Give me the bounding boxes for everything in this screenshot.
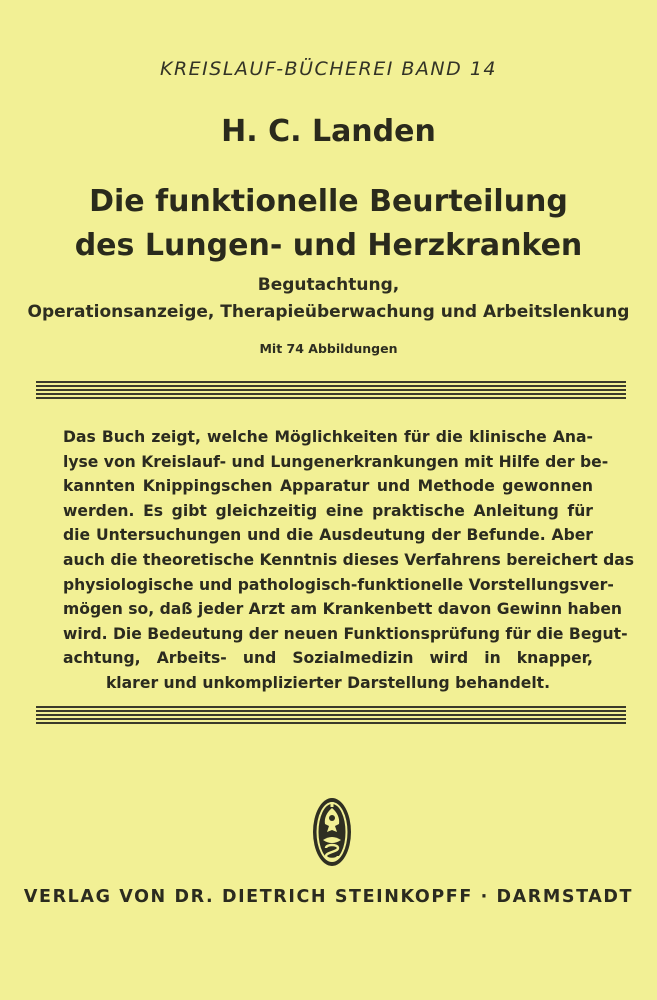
blurb-line: auch die theoretische Kenntnis dieses Verfahrens bereichert das [63, 550, 635, 569]
author-name: H. C. Landen [221, 114, 436, 149]
blurb-line: lyse von Kreislauf- und Lungenerkrankungen mit Hilfe der be- [63, 452, 609, 471]
book-title [0, 180, 657, 268]
publisher-line: VERLAG VON DR. DIETRICH STEINKOPFF · DARMSTADT [23, 887, 634, 907]
blurb-line: werden. Es gibt gleichzeitig eine praktische Anleitung für [63, 501, 593, 520]
figures-note: Mit 74 Abbildungen [259, 341, 398, 356]
book-subtitle-line-1: Begutachtung, [257, 275, 400, 295]
book-subtitle-line-2: Operationsanzeige, Therapieüberwachung und Arbeitslenkung [27, 302, 630, 322]
blurb-line: die Untersuchungen und die Ausdeutung der Befunde. Aber [63, 526, 593, 545]
blurb-text [63, 425, 635, 696]
blurb-line: wird. Die Bedeutung der neuen Funktionsprüfung für die Begut- [63, 624, 628, 643]
blurb-line: klarer und unkomplizierter Darstellung behandelt. [105, 673, 551, 692]
blurb-line: mögen so, daß jeder Arzt am Krankenbett davon Gewinn haben [63, 600, 623, 619]
blurb-line: kannten Knippingschen Apparatur und Methode gewonnen [63, 477, 593, 496]
divider-top [36, 381, 626, 401]
blurb-line: achtung, Arbeits- und Sozialmedizin wird in knapper, [63, 649, 593, 668]
blurb-line: Das Buch zeigt, welche Möglichkeiten für die klinische Ana- [63, 428, 593, 446]
divider-bottom [36, 706, 626, 726]
publisher-emblem-icon [311, 796, 353, 868]
book-title-line-1: Die funktionelle Beurteilung [89, 184, 568, 219]
book-title-line-2: des Lungen- und Herzkranken [74, 228, 583, 263]
blurb-line: physiologische und pathologisch-funktionelle Vorstellungsver- [63, 575, 614, 594]
series-title: KREISLAUF-BÜCHEREI BAND 14 [159, 58, 497, 80]
book-subtitle [0, 272, 657, 326]
